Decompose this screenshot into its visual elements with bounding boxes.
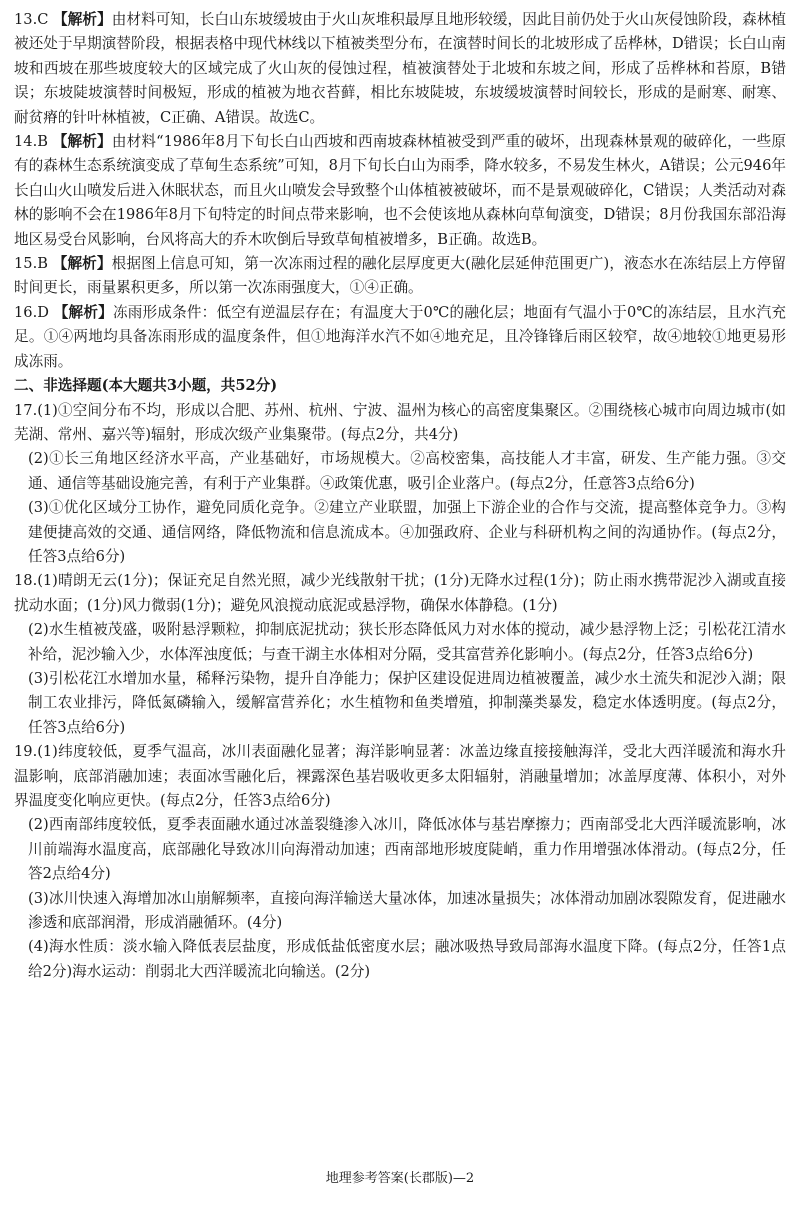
- question-18-part-3: (3)引松花江水增加水量，稀释污染物，提升自净能力；保护区建设促进周边植被覆盖，减少水土流失和泥沙入湖；限制工农业排污，降低氮磷输入，缓解富营养化；水生植物和鱼类增殖，抑制藻类暴发，稳定水体透明度。(每点2分，任答3点给6分): [28, 669, 786, 736]
- page-footer: 地理参考答案(长郡版)—2: [325, 1171, 475, 1186]
- answer-item-13: [14, 8, 786, 130]
- section-title: 二、非选择题(本大题共3小题，共52分): [14, 377, 278, 395]
- question-18-part-2: (2)水生植被茂盛，吸附悬浮颗粒，抑制底泥扰动；狭长形态降低风力对水体的搅动，减少悬浮物上泛；引松花江清水补给，泥沙输入少，水体浑浊度低；与查干湖主水体相对分隔，受其富营养化影响小。(每点2分，任答3点给6分): [28, 621, 786, 663]
- question-19-part-1: 19.(1)纬度较低，夏季气温高，冰川表面融化显著；海洋影响显著：冰盖边缘直接接触海洋，受北大西洋暖流和海水升温影响，底部消融加速；表面冰雪融化后，裸露深色基岩吸收更多太阳辐射，消融量增加；冰盖厚度薄、体积小，对外界温度变化响应更快。(每点2分，任答3点给6分): [14, 743, 786, 809]
- item-number: 13.C: [14, 11, 49, 28]
- answer-item-16: [14, 301, 786, 374]
- question-17-part-2: (2)①长三角地区经济水平高，产业基础好，市场规模大。②高校密集，高技能人才丰富，研发、生产能力强。③交通、通信等基础设施完善，有利于产业集群。④政策优惠，吸引企业落户。(每点2分，任意答3点给6分): [28, 450, 786, 492]
- question-18-part-1: 18.(1)晴朗无云(1分)；保证充足自然光照，减少光线散射干扰；(1分)无降水过程(1分)；防止雨水携带泥沙入湖或直接扰动水面；(1分)风力微弱(1分)；避免风浪搅动底泥或悬浮物，确保水体静稳。(1分): [14, 572, 786, 614]
- item-number: 16.D: [14, 303, 49, 321]
- question-17-part-1: 17.(1)①空间分布不均，形成以合肥、苏州、杭州、宁波、温州为核心的高密度集聚区。②围绕核心城市向周边城市(如芜湖、常州、嘉兴等)辐射，形成次级产业集聚带。(每点2分，共4分): [14, 401, 786, 443]
- item-text: 由材料“1986年8月下旬长白山西坡和西南坡森林植被受到严重的破坏，出现森林景观的破碎化，一些原有的森林生态系统演变成了草甸生态系统”可知，8月下旬长白山为雨季，降水较多，不易发生林火，A错误；公元946年长白山火山喷发后进入休眠状态，而且火山喷发会导致整个山体植被被破坏，而不是景观破碎化，C错误；人类活动对森林的影响不会在1986年8月下旬特定的时间点带来影响，也不会使该地从森林向草甸演变，D错误；8月份我国东部沿海地区易受台风影响，台风将高大的乔木吹倒后导致草甸植被增多，B正确。故选B。: [14, 133, 786, 248]
- question-19-part-2: (2)西南部纬度较低，夏季表面融水通过冰盖裂缝渗入冰川，降低冰体与基岩摩擦力；西南部受北大西洋暖流影响，冰川前端海水温度高，底部融化导致冰川向海滑动加速；西南部地形坡度陡峭，重力作用增强冰体滑动。(每点2分，任答2点给4分): [28, 816, 786, 883]
- answer-item-15: [14, 252, 786, 301]
- question-17-part-3: (3)①优化区域分工协作，避免同质化竞争。②建立产业联盟，加强上下游企业的合作与交流，提高整体竞争力。③构建便捷高效的交通、通信网络，降低物流和信息流成本。④加强政府、企业与科研机构之间的沟通协作。(每点2分，任答3点给6分): [28, 499, 786, 565]
- question-19-part-4: (4)海水性质：淡水输入降低表层盐度，形成低盐低密度水层；融冰吸热导致局部海水温度下降。(每点2分，任答1点给2分)海水运动：削弱北大西洋暖流北向输送。(2分): [28, 938, 786, 980]
- item-text: 冻雨形成条件：低空有逆温层存在；有温度大于0℃的融化层；地面有气温小于0℃的冻结层，且水汽充足。①④两地均具备冻雨形成的温度条件，但①地海洋水汽不如④地充足，且冷锋锋后雨区较窄，故④地较①地更易形成冻雨。: [14, 303, 786, 370]
- item-number: 15.B: [14, 255, 48, 273]
- question-19-part-3: (3)冰川快速入海增加冰山崩解频率，直接向海洋输送大量冰体，加速冰量损失；冰体滑动加剧冰裂隙发育，促进融水渗透和底部润滑，形成消融循环。(4分): [28, 889, 786, 932]
- item-number: 14.B: [14, 133, 48, 151]
- answer-content: [14, 8, 786, 984]
- item-text: 根据图上信息可知，第一次冻雨过程的融化层厚度更大(融化层延伸范围更广)，液态水在冻结层上方停留时间更长，雨量累积更多，所以第一次冻雨强度大，①④正确。: [14, 255, 786, 297]
- answer-item-14: [14, 130, 786, 252]
- analysis-tag: 【解析】: [52, 255, 112, 273]
- analysis-tag: 【解析】: [52, 133, 112, 151]
- analysis-tag: 【解析】: [53, 11, 112, 28]
- analysis-tag: 【解析】: [53, 303, 113, 321]
- item-text: 由材料可知，长白山东坡缓坡由于火山灰堆积最厚且地形较缓，因此目前仍处于火山灰侵蚀阶段，森林植被还处于早期演替阶段，根据表格中现代林线以下植被类型分布，在演替时间长的北坡形成了岳桦林，D错误；长白山南坡和西坡在那些坡度较大的区域完成了火山灰的侵蚀过程，植被演替处于北坡和东坡之间，形成了岳桦林和苔原，B错误；东坡陡坡演替时间极短，形成的植被为地衣苔藓，相比东坡陡坡，东坡缓坡演替时间较长，形成的是耐寒、耐寒、耐贫瘠的针叶林植被，C正确、A错误。故选C。: [14, 11, 786, 126]
